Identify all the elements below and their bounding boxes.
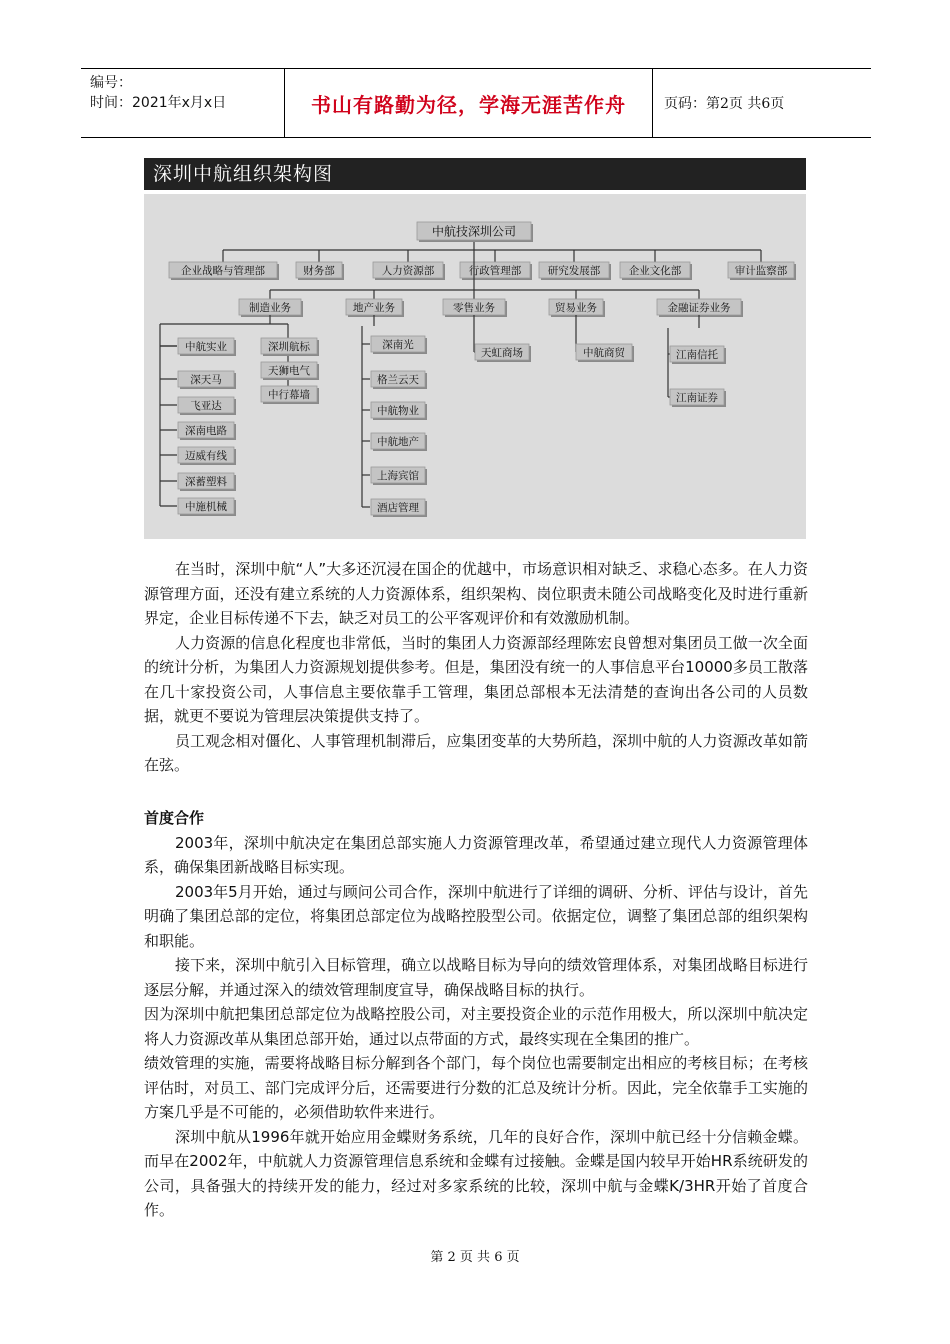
org-dept-label: 行政管理部 bbox=[468, 264, 522, 277]
org-manufacturing-unit-label: 深蓄塑料 bbox=[185, 475, 227, 488]
org-realestate-unit bbox=[371, 499, 427, 517]
org-manufacturing-unit-label: 飞亚达 bbox=[190, 399, 222, 412]
org-manufacturing-unit bbox=[261, 338, 319, 356]
number-label: 编号： bbox=[90, 75, 132, 91]
page-label: 页码：第2页 共6页 bbox=[664, 96, 785, 112]
org-business-label: 地产业务 bbox=[353, 301, 395, 314]
org-realestate-unit-label: 上海宾馆 bbox=[377, 469, 419, 482]
org-business-label: 零售业务 bbox=[453, 301, 495, 314]
org-root-label: 中航技深圳公司 bbox=[431, 224, 517, 239]
org-realestate-unit-label: 酒店管理 bbox=[377, 501, 419, 514]
paragraph-3: 员工观念相对僵化、人事管理机制滞后，应集团变革的大势所趋，深圳中航的人力资源改革如箭在弦。 bbox=[144, 731, 808, 774]
org-manufacturing-unit bbox=[178, 371, 236, 389]
paragraph-2: 人力资源的信息化程度也非常低，当时的集团人力资源部经理陈宏良曾想对集团员工做一次全面的统计分析，为集团人力资源规划提供参考。但是，集团没有统一的人事信息平台10000多员工散落在几十家投资公司，人事信息主要依靠手工管理，集团总部根本无法清楚的查询出各公司的人员数据，就更不要说为管理层决策提供支持了。 bbox=[144, 633, 808, 725]
paragraph-4: 2003年，深圳中航决定在集团总部实施人力资源管理改革，希望通过建立现代人力资源管理体系，确保集团新战略目标实现。 bbox=[144, 833, 808, 876]
org-manufacturing-unit-label: 天狮电气 bbox=[268, 364, 310, 377]
org-dept bbox=[460, 262, 532, 280]
org-dept-label: 人力资源部 bbox=[381, 264, 435, 277]
org-manufacturing-unit bbox=[261, 362, 319, 380]
body-text-bottom bbox=[144, 806, 808, 1223]
org-manufacturing-unit bbox=[178, 498, 236, 516]
org-manufacturing-unit-label: 深天马 bbox=[190, 373, 222, 386]
paragraph-7: 因为深圳中航把集团总部定位为战略控股公司，对主要投资企业的示范作用极大，所以深圳中航决定将人力资源改革从集团总部开始，通过以点带面的方式，最终实现在全集团的推广。 bbox=[144, 1005, 808, 1048]
org-manufacturing-unit-label: 深圳航标 bbox=[268, 340, 310, 353]
org-dept-label: 财务部 bbox=[303, 264, 335, 277]
org-finance-unit-label: 江南证券 bbox=[676, 391, 718, 404]
chart-title: 深圳中航组织架构图 bbox=[144, 158, 806, 190]
motto: 书山有路勤为径，学海无涯苦作舟 bbox=[311, 92, 626, 117]
org-business-label: 贸易业务 bbox=[555, 301, 597, 314]
org-dept-label: 研究发展部 bbox=[547, 264, 601, 277]
org-manufacturing-unit bbox=[261, 386, 319, 404]
org-manufacturing-unit-label: 迈威有线 bbox=[185, 449, 227, 462]
org-manufacturing-unit-label: 中行幕墙 bbox=[268, 388, 310, 401]
time-label: 时间：2021年x月x日 bbox=[90, 95, 227, 111]
org-business bbox=[346, 299, 404, 317]
header-page-cell bbox=[653, 69, 871, 137]
org-manufacturing-unit bbox=[178, 422, 236, 440]
org-dept bbox=[539, 262, 611, 280]
org-business-label: 制造业务 bbox=[249, 301, 291, 314]
org-manufacturing-unit-label: 中施机械 bbox=[185, 500, 227, 513]
org-dept-label: 企业文化部 bbox=[628, 264, 682, 277]
org-manufacturing-unit bbox=[178, 473, 236, 491]
org-dept bbox=[373, 262, 445, 280]
paragraph-8: 绩效管理的实施，需要将战略目标分解到各个部门，每个岗位也需要制定出相应的考核目标；在考核评估时，对员工、部门完成评分后，还需要进行分数的汇总及统计分析。因此，完全依靠手工实施的方案几乎是不可能的，必须借助软件来进行。 bbox=[144, 1054, 808, 1121]
page-footer: 第 2 页 共 6 页 bbox=[430, 1250, 520, 1265]
org-business bbox=[443, 299, 507, 317]
org-realestate-unit-label: 深南光 bbox=[382, 338, 414, 351]
paragraph-9: 深圳中航从1996年就开始应用金蝶财务系统，几年的良好合作，深圳中航已经十分信赖金蝶。而早在2002年，中航就人力资源管理信息系统和金蝶有过接触。金蝶是国内较早开始HR系统研发的公司，具备强大的持续开发的能力，经过对多家系统的比较，深圳中航与金蝶K/3HR开始了首度合作。 bbox=[144, 1127, 808, 1219]
paragraph-1: 在当时，深圳中航“人”大多还沉浸在国企的优越中，市场意识相对缺乏、求稳心态多。在人力资源管理方面，还没有建立系统的人力资源体系，组织架构、岗位职责未随公司战略变化及时进行重新界定，企业目标传递不下去，缺乏对员工的公平客观评价和有效激励机制。 bbox=[144, 560, 808, 627]
org-manufacturing-unit-label: 深南电路 bbox=[185, 424, 227, 437]
org-manufacturing-unit-label: 中航实业 bbox=[185, 340, 227, 353]
header-motto-cell bbox=[285, 69, 653, 137]
org-manufacturing-unit bbox=[178, 447, 236, 465]
body-text-top bbox=[144, 557, 808, 778]
org-realestate-unit bbox=[371, 371, 427, 389]
org-chart bbox=[144, 194, 806, 539]
header-meta-cell bbox=[81, 69, 285, 137]
org-realestate-unit bbox=[371, 336, 427, 354]
paragraph-5: 2003年5月开始，通过与顾问公司合作，深圳中航进行了详细的调研、分析、评估与设计，首先明确了集团总部的定位，将集团总部定位为战略控股型公司。依据定位，调整了集团总部的组织架构和职能。 bbox=[144, 882, 808, 950]
org-finance-unit-label: 江南信托 bbox=[676, 348, 718, 361]
org-business bbox=[239, 299, 303, 317]
org-realestate-unit bbox=[371, 467, 427, 485]
org-chart-svg bbox=[144, 194, 806, 539]
org-finance-unit bbox=[670, 346, 726, 364]
org-realestate-unit bbox=[371, 402, 427, 420]
paragraph-6: 接下来，深圳中航引入目标管理，确立以战略目标为导向的绩效管理体系，对集团战略目标进行逐层分解，并通过深入的绩效管理制度宣导，确保战略目标的执行。 bbox=[144, 956, 808, 999]
org-realestate-unit-label: 中航物业 bbox=[377, 404, 419, 417]
org-dept bbox=[728, 262, 796, 280]
org-realestate-unit-label: 格兰云天 bbox=[377, 373, 419, 386]
org-manufacturing-unit bbox=[178, 338, 236, 356]
org-realestate-unit bbox=[371, 433, 427, 451]
org-dept bbox=[169, 262, 279, 280]
org-retail-unit-label: 天虹商场 bbox=[481, 346, 523, 359]
org-trade-unit-label: 中航商贸 bbox=[583, 346, 625, 359]
org-realestate-unit-label: 中航地产 bbox=[377, 435, 419, 448]
org-manufacturing-unit bbox=[178, 397, 236, 415]
org-finance-unit bbox=[670, 389, 726, 407]
page-header bbox=[81, 68, 871, 138]
org-retail-unit bbox=[475, 344, 531, 362]
org-dept-label: 审计监察部 bbox=[734, 264, 788, 277]
org-business bbox=[657, 299, 743, 317]
section-title: 首度合作 bbox=[144, 809, 205, 827]
org-dept bbox=[296, 262, 344, 280]
org-business-label: 金融证券业务 bbox=[667, 301, 731, 314]
org-root bbox=[417, 222, 533, 242]
org-business bbox=[549, 299, 605, 317]
org-trade-unit bbox=[576, 344, 634, 362]
org-dept-label: 企业战略与管理部 bbox=[181, 264, 265, 277]
org-dept bbox=[620, 262, 692, 280]
